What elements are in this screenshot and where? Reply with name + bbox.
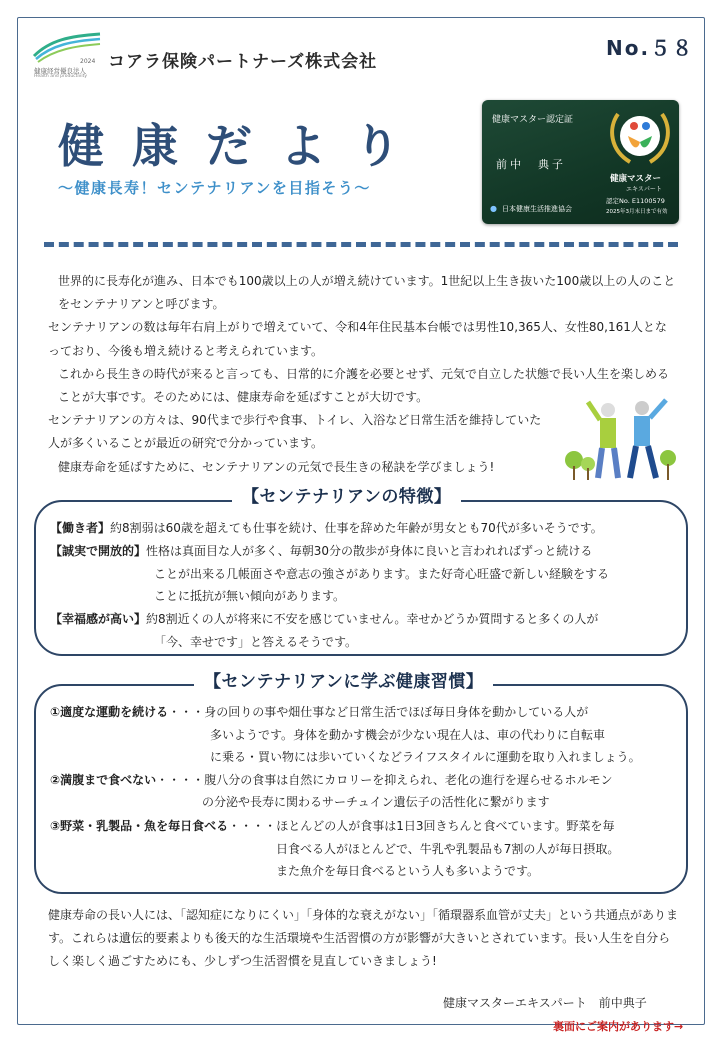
habit-text: の分泌や長寿に関わるサーチュイン遺伝子の活性化に繋がります — [202, 795, 550, 809]
section-divider — [44, 242, 678, 247]
habit-label: ①適度な運動を続ける — [50, 705, 169, 719]
newsletter-subtitle: ～健康長寿！センテナリアンを目指そう～ — [58, 179, 371, 197]
closing-text — [48, 904, 678, 973]
feature-item — [50, 608, 598, 631]
habit-text: 腹八分の食事は自然にカロリーを抑えられ、老化の進行を遅らせるホルモン — [204, 773, 613, 787]
feature-label: 【誠実で開放的】 — [50, 544, 147, 558]
intro-paragraph: これから長生きの時代が来ると言っても、日常的に介護を必要とせず、元気で自立した状態で長い人生を楽しめることが大事です。そのためには、健康寿命を延ばすことが大切です。 — [58, 366, 670, 405]
feature-item — [50, 517, 603, 540]
habit-text: に乗る・買い物には歩いていくなどライフスタイルに運動を取り入れましょう。 — [210, 750, 641, 764]
card-medal-subtitle: エキスパート — [626, 186, 662, 193]
elderly-exercise-illustration — [560, 396, 680, 484]
logo-year: 2024 — [80, 58, 96, 65]
intro-paragraph: センテナリアンの数は毎年右肩上がりで増えていて、令和4年住民基本台帳では男性10,365人、女性80,161人となっており、今後も増え続けると考えられています。 — [48, 320, 667, 358]
features-heading: 【センテナリアンの特徴】 — [232, 482, 461, 507]
logo-subtext: Health and productivity — [34, 74, 88, 79]
feature-text: ことに抵抗が無い傾向があります。 — [154, 589, 346, 603]
feature-text: 約8割近くの人が将来に不安を感じていません。幸せかどうか質問すると多くの人が — [146, 612, 599, 626]
feature-text: 性格は真面目な人が多く、毎朝30分の散歩が身体に良いと言われればずっと続ける — [146, 544, 593, 558]
back-page-note: 裏面にご案内があります→ — [553, 1020, 684, 1033]
habit-text: 身の回りの事や畑仕事など日常生活でほぼ毎日身体を動かしている人が — [204, 705, 589, 719]
habit-item — [50, 815, 615, 838]
habit-text: 多いようです。身体を動かす機会が少ない現在人は、車の代わりに自転車 — [210, 728, 606, 742]
habit-text: ほとんどの人が食事は1日3回きちんと食べています。野菜を毎 — [276, 819, 615, 833]
closing-paragraph: 健康寿命の長い人には、「認知症になりにくい」「身体的な衰えがない」「循環器系血管が丈夫」という共通点があります。これらは遺伝的要素よりも後天的な生活環境や生活習慣の方が影響が大きいとされています。長い人生を自分らしく楽しく過ごすためにも、少しずつ生活習慣を見直していきましょう! — [48, 908, 679, 968]
card-valid-date: 2025年3月末日まで有効 — [606, 209, 668, 215]
laurel-medal-icon — [604, 106, 676, 170]
feature-text: 「今、幸せです」と答えるそうです。 — [154, 635, 358, 649]
feature-label: 【幸福感が高い】 — [50, 612, 147, 626]
certification-card — [482, 100, 679, 224]
intro-paragraph: センテナリアンの方々は、90代まで歩行や食事、トイレ、入浴など日常生活を維持していた人が多くいることが最近の研究で分かっています。 — [48, 413, 542, 451]
health-management-logo — [30, 30, 104, 80]
card-holder-name: 前中 典子 — [496, 158, 566, 171]
org-icon: ● — [490, 204, 497, 213]
author-signature: 健康マスターエキスパート 前中典子 — [443, 996, 647, 1010]
card-title: 健康マスター認定証 — [492, 115, 574, 125]
habit-dots: ・・・・ — [228, 819, 277, 833]
habit-item — [50, 701, 588, 724]
card-cert-number: 認定No. E1100579 — [606, 197, 665, 205]
company-name: コアラ保険パートナーズ株式会社 — [108, 52, 378, 72]
habit-text: 日食べる人がほとんどで、牛乳や乳製品も7割の人が毎日摂取。 — [276, 842, 620, 856]
habit-label: ②満腹まで食べない — [50, 773, 157, 787]
intro-paragraph: 健康寿命を延ばすために、センテナリアンの元気で長生きの秘訣を学びましょう! — [58, 459, 495, 474]
habit-item — [50, 769, 613, 792]
feature-label: 【働き者】 — [50, 521, 111, 535]
habit-dots: ・・・ — [168, 705, 205, 719]
habit-text: また魚介を毎日食べるという人も多いようです。 — [276, 864, 540, 878]
intro-paragraph: 世界的に長寿化が進み、日本でも100歳以上の人が増え続けています。1世紀以上生き抜いた100歳以上の人のことをセンテナリアンと呼びます。 — [58, 274, 676, 312]
logo-text: 健康経営優良法人 — [34, 67, 86, 75]
habits-heading: 【センテナリアンに学ぶ健康習慣】 — [194, 667, 493, 692]
habit-dots: ・・・・ — [156, 773, 205, 787]
feature-text: 約8割弱は60歳を超えても仕事を続け、仕事を辞めた年齢が男女とも70代が多いそうです。 — [110, 521, 603, 535]
newsletter-title: 健康だより — [58, 119, 428, 173]
feature-item — [50, 540, 592, 563]
card-medal-title: 健康マスター — [610, 174, 662, 184]
feature-text: ことが出来る几帳面さや意志の強さがあります。また好奇心旺盛で新しい経験をする — [154, 567, 610, 581]
card-organization: 日本健康生活推進協会 — [502, 205, 572, 213]
issue-number: No.５８ — [606, 36, 695, 60]
habit-label: ③野菜・乳製品・魚を毎日食べる — [50, 819, 229, 833]
